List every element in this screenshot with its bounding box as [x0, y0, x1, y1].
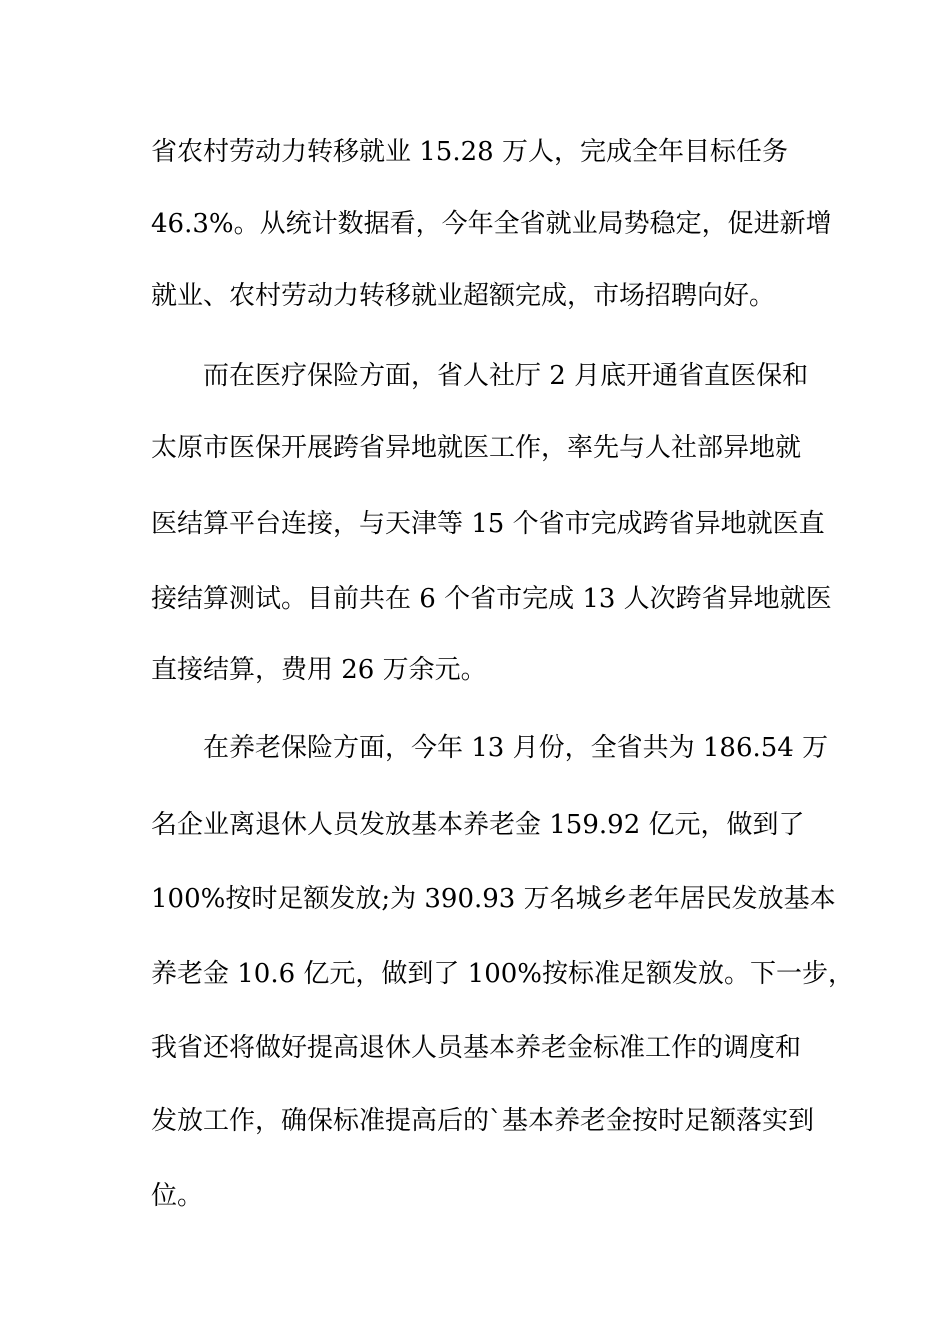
text-line: 发放工作，确保标准提高后的`基本养老金按时足额落实到 [151, 1106, 815, 1136]
text-line: 省农村劳动力转移就业 15.28 万人，完成全年目标任务 [151, 137, 788, 167]
text-line: 太原市医保开展跨省异地就医工作，率先与人社部异地就 [151, 433, 802, 463]
paragraph-start-line: 而在医疗保险方面，省人社厅 2 月底开通省直医保和 [203, 361, 809, 391]
text-line: 46.3%。从统计数据看，今年全省就业局势稳定，促进新增 [151, 209, 832, 239]
text-line: 养老金 10.6 亿元，做到了 100%按标准足额发放。下一步， [151, 959, 855, 989]
text-line: 直接结算，费用 26 万余元。 [151, 655, 487, 685]
text-line: 接结算测试。目前共在 6 个省市完成 13 人次跨省异地就医 [151, 584, 832, 614]
text-line: 名企业离退休人员发放基本养老金 159.92 亿元，做到了 [151, 810, 805, 840]
text-line: 就业、农村劳动力转移就业超额完成，市场招聘向好。 [151, 281, 776, 311]
text-line: 医结算平台连接，与天津等 15 个省市完成跨省异地就医直 [151, 509, 825, 539]
text-line: 我省还将做好提高退休人员基本养老金标准工作的调度和 [151, 1033, 802, 1063]
text-line: 100%按时足额发放;为 390.93 万名城乡老年居民发放基本 [151, 884, 836, 914]
text-line: 位。 [151, 1181, 204, 1211]
paragraph-start-line: 在养老保险方面，今年 13 月份，全省共为 186.54 万 [203, 733, 829, 763]
